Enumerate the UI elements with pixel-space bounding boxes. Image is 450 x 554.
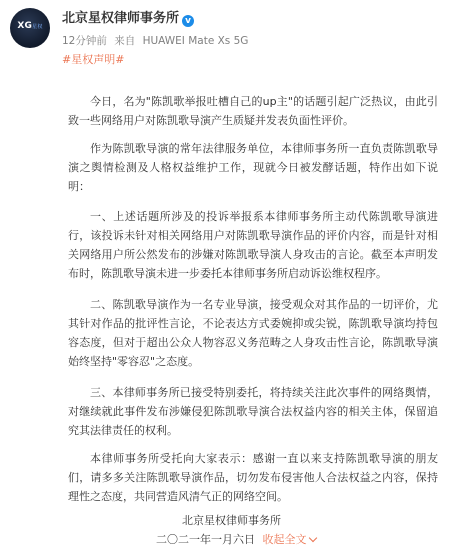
- topic-tag[interactable]: #星权声明#: [62, 53, 125, 66]
- post-header: [0, 0, 450, 70]
- statement-date: 二〇二一年一月六日: [156, 533, 255, 546]
- avatar-logo: XG星权: [17, 21, 43, 31]
- signature: 北京星权律师事务所: [182, 514, 281, 527]
- paragraph-point-3: 三、本律师事务所已接受特别委托，将持续关注此次事件的网络舆情，对继续就此事件发布涉嫌侵犯陈凯歌导演合法权益内容的相关主体，保留追究其法律责任的权利。: [68, 386, 438, 437]
- paragraph-point-2: 二、陈凯歌导演作为一名专业导演，接受观众对其作品的一切评价，尤其针对作品的批评性言论，不论表达方式委婉抑或尖锐，陈凯歌导演均持包容态度，但对于超出公众人物容忍义务范畴之人身攻击性言论，陈凯歌导演始终坚持"零容忍"之态度。: [68, 298, 438, 368]
- avatar[interactable]: [10, 8, 50, 48]
- paragraph-intro: 今日，名为"陈凯歌举报吐槽自己的up主"的话题引起广泛热议，由此引致一些网络用户对陈凯歌导演产生质疑并发表负面性评价。: [68, 95, 438, 127]
- post-meta: [62, 33, 252, 48]
- source-prefix: 来自: [114, 35, 136, 47]
- collapse-label: 收起全文: [262, 533, 307, 546]
- paragraph-closing: 本律师事务所受托向大家表示：感谢一直以来支持陈凯歌导演的朋友们，请多多关注陈凯歌导演作品，切勿发布侵害他人合法权益之内容，保持理性之态度，共同营造风清气正的网络空间。: [68, 452, 438, 503]
- verified-icon: v: [182, 15, 194, 27]
- account-name-text: 北京星权律师事务所: [62, 11, 180, 26]
- source-device[interactable]: HUAWEI Mate Xs 5G: [142, 35, 249, 47]
- chevron-down-icon: [308, 534, 316, 542]
- paragraph-point-1: 一、上述话题所涉及的投诉举报系本律师事务所主动代陈凯歌导演进行，该投诉未针对相关网络用户对陈凯歌导演作品的评价内容，而是针对相关网络用户所公然发布的涉嫌对陈凯歌导演人身攻击的言论。截至本声明发布时，陈凯歌导演未进一步委托本律师事务所启动诉讼维权程序。: [68, 210, 438, 280]
- paragraph-statement: 作为陈凯歌导演的常年法律服务单位，本律师事务所一直负责陈凯歌导演之舆情检测及人格权益维护工作，现就今日被发酵话题，特作出如下说明：: [68, 142, 438, 193]
- account-name[interactable]: [62, 11, 194, 27]
- post-time[interactable]: 12分钟前: [62, 35, 107, 47]
- date-line: [156, 531, 316, 549]
- collapse-text-button[interactable]: [263, 533, 316, 546]
